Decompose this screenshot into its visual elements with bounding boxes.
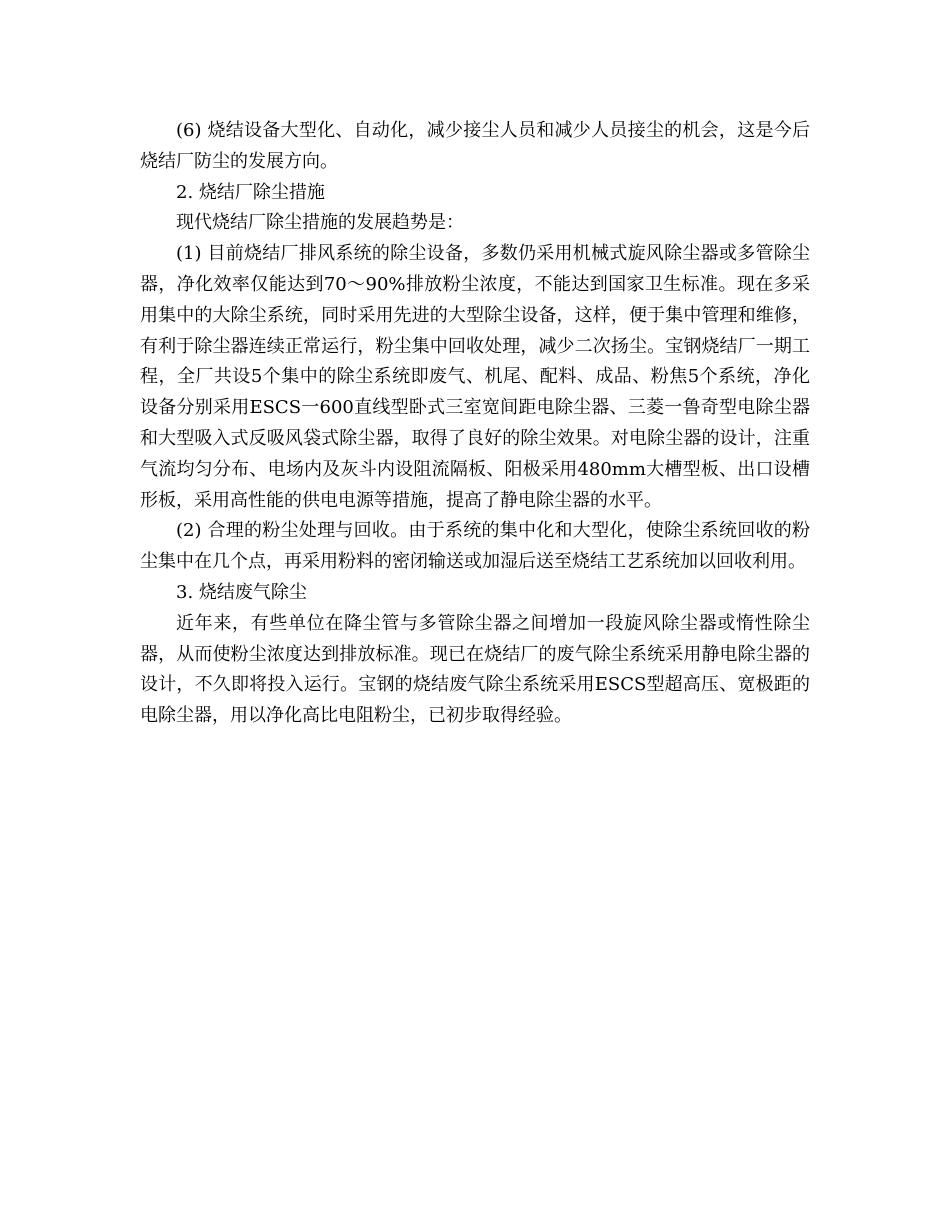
paragraph-item-6: (6) 烧结设备大型化、自动化，减少接尘人员和减少人员接尘的机会，这是今后烧结厂防尘的发展方向。 bbox=[140, 120, 810, 172]
section-heading-2: 2. 烧结厂除尘措施 bbox=[176, 181, 325, 203]
document-page bbox=[140, 116, 810, 732]
section-heading-3: 3. 烧结废气除尘 bbox=[176, 581, 307, 603]
paragraph-item-2: (2) 合理的粉尘处理与回收。由于系统的集中化和大型化，使除尘系统回收的粉尘集中在几个点，再采用粉料的密闭输送或加湿后送至烧结工艺系统加以回收利用。 bbox=[140, 520, 810, 573]
paragraph-waste-gas: 近年来，有些单位在降尘管与多管除尘器之间增加一段旋风除尘器或惰性除尘器，从而使粉尘浓度达到排放标准。现已在烧结厂的废气除尘系统采用静电除尘器的设计，不久即将投入运行。宝钢的烧结废气除尘系统采用ESCS型超高压、宽极距的电除尘器，用以净化高比电阻粉尘，已初步取得经验。 bbox=[140, 612, 810, 727]
paragraph-intro: 现代烧结厂除尘措施的发展趋势是： bbox=[176, 212, 464, 234]
paragraph-item-1: (1) 目前烧结厂排风系统的除尘设备，多数仍采用机械式旋风除尘器或多管除尘器，净化效率仅能达到70～90%排放粉尘浓度，不能达到国家卫生标准。现在多采用集中的大除尘系统，同时采用先进的大型除尘设备，这样，便于集中管理和维修，有利于除尘器连续正常运行，粉尘集中回收处理，减少二次扬尘。宝钢烧结厂一期工程，全厂共设5个集中的除尘系统即废气、机尾、配料、成品、粉焦5个系统，净化设备分别采用ESCS一600直线型卧式三室宽间距电除尘器、三菱一鲁奇型电除尘器和大型吸入式反吸风袋式除尘器，取得了良好的除尘效果。对电除尘器的设计，注重气流均匀分布、电场内及灰斗内设阻流隔板、阳极采用480mm大槽型板、出口设槽形板，采用高性能的供电电源等措施，提高了静电除尘器的水平。 bbox=[140, 243, 810, 511]
